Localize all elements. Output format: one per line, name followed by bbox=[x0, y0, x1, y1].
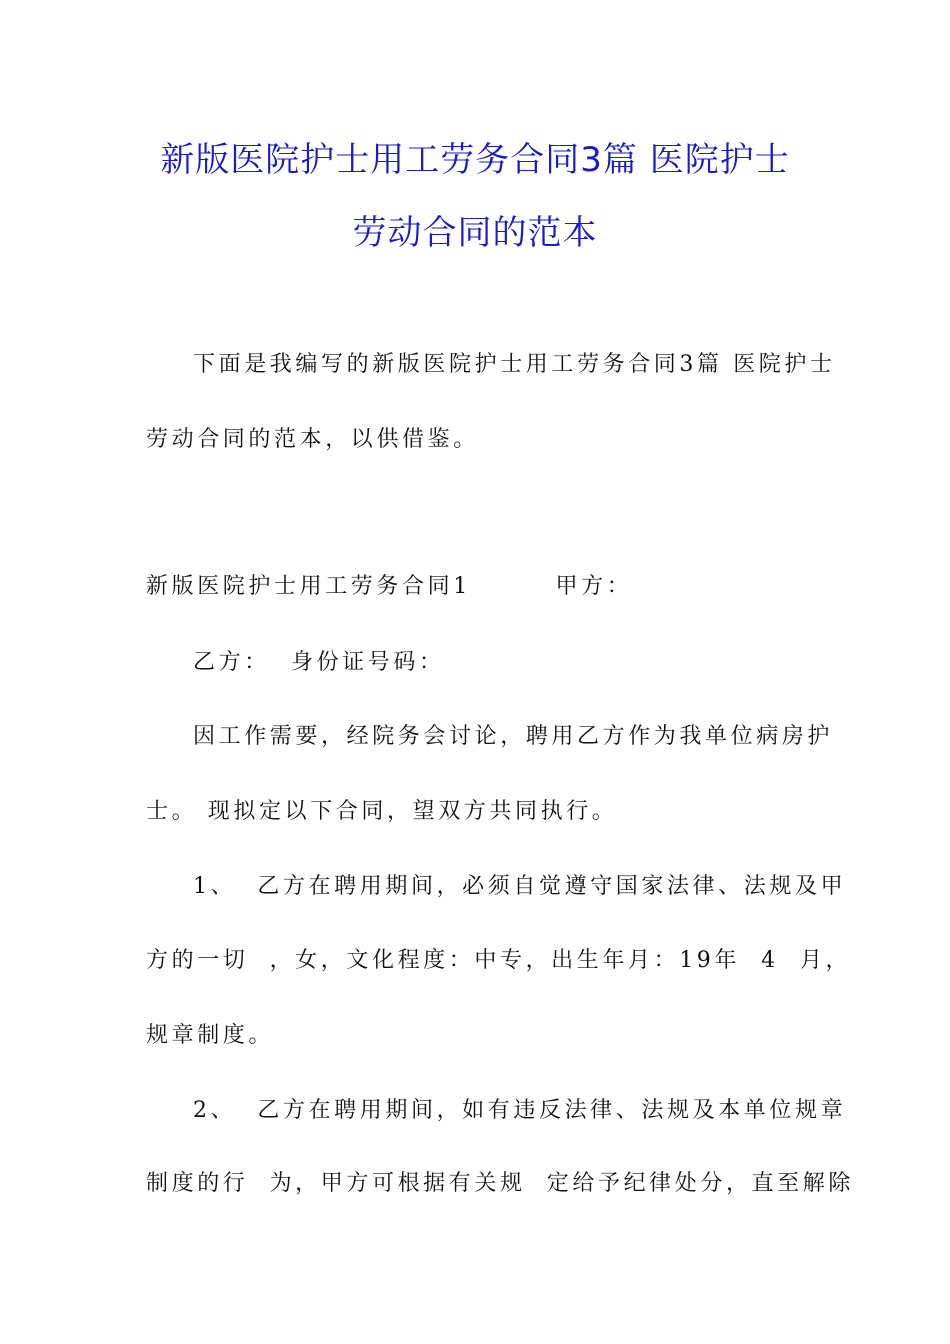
item-2-line-2: 制度的行 为，甲方可根据有关规 定给予纪律处分，直至解除 bbox=[146, 1171, 854, 1196]
party-b-line: 乙方： 身份证号码： bbox=[193, 650, 445, 675]
item-1-line-3: 规章制度。 bbox=[146, 1023, 275, 1048]
paragraph-1-line-1: 因工作需要，经院务会讨论，聘用乙方作为我单位病房护 bbox=[193, 724, 834, 749]
item-2-line-1: 2、 乙方在聘用期间，如有违反法律、法规及本单位规章 bbox=[193, 1098, 847, 1123]
contract-heading: 新版医院护士用工劳务合同1 甲方： bbox=[146, 574, 633, 599]
document-title-line-1: 新版医院护士用工劳务合同3篇 医院护士 bbox=[160, 140, 790, 180]
intro-line-1: 下面是我编写的新版医院护士用工劳务合同3篇 医院护士 bbox=[193, 352, 836, 377]
item-1-line-2: 方的一切 ，女，文化程度：中专，出生年月：19年 4 月， bbox=[146, 948, 852, 973]
item-1-line-1: 1、 乙方在聘用期间，必须自觉遵守国家法律、法规及甲 bbox=[193, 874, 847, 899]
document-title-line-2: 劳动合同的范本 bbox=[352, 213, 598, 253]
intro-line-2: 劳动合同的范本，以供借鉴。 bbox=[146, 427, 479, 452]
paragraph-1-line-2: 士。 现拟定以下合同，望双方共同执行。 bbox=[146, 799, 618, 824]
